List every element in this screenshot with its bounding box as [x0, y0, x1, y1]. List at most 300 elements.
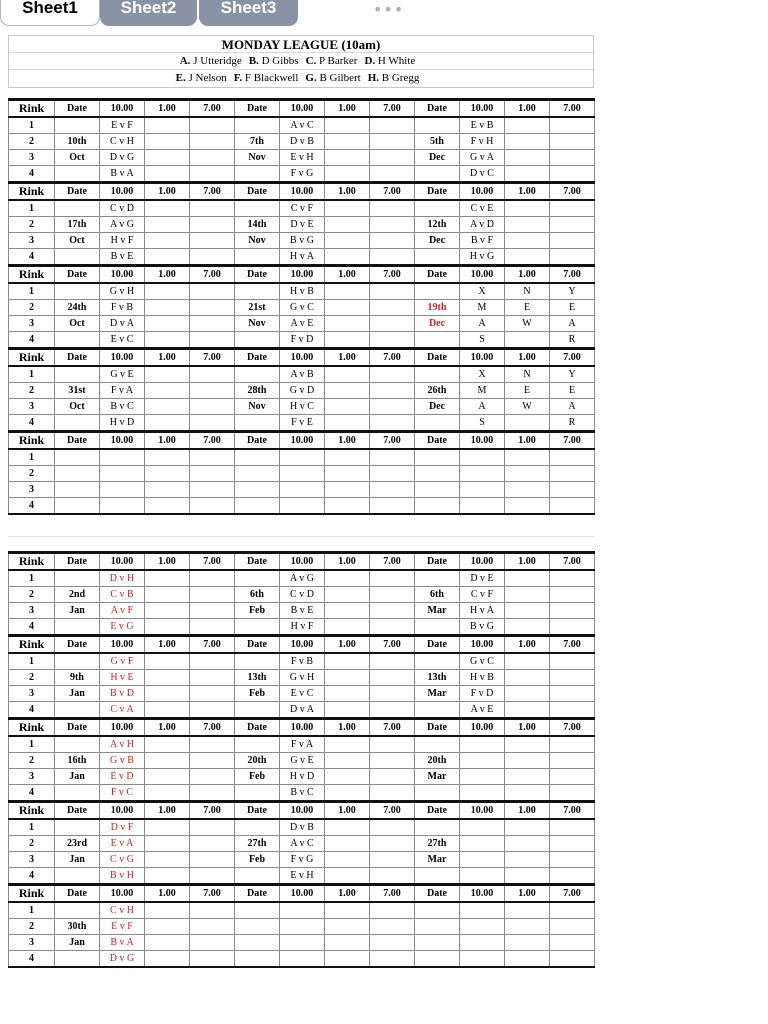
- match-10am: A v F: [100, 603, 145, 619]
- match-1pm: W: [505, 316, 550, 332]
- match-1pm: [145, 316, 190, 332]
- date-day: 24th: [55, 300, 100, 316]
- match-7pm: [190, 332, 235, 349]
- rink-number: 2: [9, 383, 55, 399]
- time-header-t3: 7.00: [190, 636, 235, 654]
- date-day: 2nd: [55, 587, 100, 603]
- match-1pm: [325, 587, 370, 603]
- time-header-t3: 7.00: [550, 432, 595, 450]
- match-10am: [460, 902, 505, 919]
- match-1pm: [505, 653, 550, 670]
- match-10am: G v H: [100, 283, 145, 300]
- match-1pm: [145, 200, 190, 217]
- match-10am: S: [460, 332, 505, 349]
- match-7pm: [190, 670, 235, 686]
- time-header-t1: 10.00: [460, 553, 505, 571]
- match-10am: E v B: [460, 117, 505, 134]
- rink-number: 4: [9, 249, 55, 266]
- match-7pm: [190, 570, 235, 587]
- match-1pm: [505, 570, 550, 587]
- time-header-t2: 1.00: [325, 100, 370, 118]
- rink-number: 3: [9, 482, 55, 498]
- match-1pm: [325, 399, 370, 415]
- match-1pm: [505, 736, 550, 753]
- date-day: 13th: [415, 670, 460, 686]
- match-10am: [460, 852, 505, 868]
- tab-sheet1[interactable]: Sheet1: [0, 0, 100, 26]
- time-header-t1: 10.00: [100, 719, 145, 737]
- match-7pm: [370, 702, 415, 719]
- match-10am: [280, 902, 325, 919]
- match-10am: H v G: [460, 249, 505, 266]
- rink-row: [9, 482, 595, 498]
- date-day: 6th: [415, 587, 460, 603]
- match-1pm: [505, 919, 550, 935]
- match-1pm: [145, 935, 190, 951]
- time-header-t2: 1.00: [505, 100, 550, 118]
- match-1pm: [145, 653, 190, 670]
- time-header-t3: 7.00: [370, 349, 415, 367]
- match-1pm: [145, 366, 190, 383]
- date-day: 31st: [55, 383, 100, 399]
- date-empty: [415, 736, 460, 753]
- rink-row: [9, 951, 595, 968]
- rink-number: 2: [9, 300, 55, 316]
- match-1pm: [325, 300, 370, 316]
- match-10am: C v B: [100, 587, 145, 603]
- match-1pm: [505, 785, 550, 802]
- time-header-t2: 1.00: [145, 183, 190, 201]
- match-7pm: [190, 166, 235, 183]
- date-empty: [415, 819, 460, 836]
- match-10am: B v C: [100, 399, 145, 415]
- match-1pm: [325, 702, 370, 719]
- team-name: B Gilbert: [319, 72, 361, 84]
- match-10am: B v G: [460, 619, 505, 636]
- rink-number: 3: [9, 233, 55, 249]
- match-7pm: [190, 753, 235, 769]
- rink-number: 4: [9, 415, 55, 432]
- match-10am: [460, 449, 505, 466]
- match-7pm: [370, 300, 415, 316]
- date-month: Feb: [235, 686, 280, 702]
- date-header: Date: [235, 432, 280, 450]
- match-1pm: [145, 249, 190, 266]
- match-10am: F v D: [460, 686, 505, 702]
- match-7pm: [550, 117, 595, 134]
- block-header-row: [9, 349, 595, 367]
- match-1pm: [145, 852, 190, 868]
- match-10am: [460, 736, 505, 753]
- match-7pm: [190, 482, 235, 498]
- match-10am: X: [460, 366, 505, 383]
- rink-row: [9, 249, 595, 266]
- date-month: Feb: [235, 852, 280, 868]
- match-10am: A v G: [280, 570, 325, 587]
- time-header-t3: 7.00: [550, 349, 595, 367]
- rink-row: [9, 686, 595, 702]
- time-header-t3: 7.00: [370, 885, 415, 903]
- time-header-t1: 10.00: [100, 432, 145, 450]
- match-7pm: [370, 836, 415, 852]
- match-10am: D v F: [100, 819, 145, 836]
- rink-row: [9, 852, 595, 868]
- time-header-t2: 1.00: [505, 885, 550, 903]
- match-1pm: [145, 919, 190, 935]
- rink-row: [9, 134, 595, 150]
- match-7pm: [190, 498, 235, 515]
- match-10am: C v H: [100, 902, 145, 919]
- date-header: Date: [415, 719, 460, 737]
- match-7pm: [370, 399, 415, 415]
- match-1pm: [505, 117, 550, 134]
- date-day: 23rd: [55, 836, 100, 852]
- time-header-t2: 1.00: [325, 719, 370, 737]
- date-empty: [415, 498, 460, 515]
- rink-row: [9, 233, 595, 249]
- match-7pm: [370, 819, 415, 836]
- match-10am: C v A: [100, 702, 145, 719]
- match-1pm: [145, 785, 190, 802]
- match-7pm: [190, 819, 235, 836]
- match-10am: G v E: [100, 366, 145, 383]
- match-7pm: [370, 769, 415, 785]
- time-header-t3: 7.00: [190, 266, 235, 284]
- match-10am: M: [460, 383, 505, 399]
- match-1pm: [505, 482, 550, 498]
- match-10am: [460, 482, 505, 498]
- match-7pm: [370, 233, 415, 249]
- match-1pm: [505, 702, 550, 719]
- date-header: Date: [415, 636, 460, 654]
- match-10am: F v E: [280, 415, 325, 432]
- rink-row: [9, 316, 595, 332]
- time-header-t2: 1.00: [145, 719, 190, 737]
- match-1pm: [145, 150, 190, 166]
- match-10am: A v G: [100, 217, 145, 233]
- match-1pm: [145, 166, 190, 183]
- match-1pm: [325, 653, 370, 670]
- date-month: Mar: [415, 852, 460, 868]
- time-header-t2: 1.00: [145, 266, 190, 284]
- match-7pm: [550, 702, 595, 719]
- time-header-t3: 7.00: [370, 802, 415, 820]
- team-name: J Utteridge: [193, 55, 242, 67]
- match-7pm: [370, 570, 415, 587]
- match-10am: H v B: [460, 670, 505, 686]
- date-month: Mar: [415, 686, 460, 702]
- match-10am: D v E: [280, 217, 325, 233]
- match-10am: B v C: [280, 785, 325, 802]
- match-7pm: [190, 769, 235, 785]
- time-header-t1: 10.00: [100, 183, 145, 201]
- match-10am: D v A: [100, 316, 145, 332]
- rink-row: [9, 868, 595, 885]
- match-7pm: E: [550, 383, 595, 399]
- match-10am: F v G: [280, 166, 325, 183]
- match-1pm: [145, 819, 190, 836]
- time-header-t1: 10.00: [460, 802, 505, 820]
- match-10am: E v F: [100, 919, 145, 935]
- match-1pm: [325, 902, 370, 919]
- match-7pm: [550, 217, 595, 233]
- time-header-t3: 7.00: [550, 636, 595, 654]
- date-empty: [415, 702, 460, 719]
- match-1pm: [325, 736, 370, 753]
- match-10am: [460, 868, 505, 885]
- rink-row: [9, 736, 595, 753]
- match-10am: S: [460, 415, 505, 432]
- date-month: Nov: [235, 399, 280, 415]
- time-header-t1: 10.00: [100, 266, 145, 284]
- match-1pm: [145, 736, 190, 753]
- rink-number: 2: [9, 753, 55, 769]
- match-1pm: [325, 366, 370, 383]
- match-7pm: [370, 166, 415, 183]
- date-day: 26th: [415, 383, 460, 399]
- match-10am: [460, 466, 505, 482]
- date-day: 27th: [235, 836, 280, 852]
- date-header: Date: [235, 719, 280, 737]
- date-empty: [415, 868, 460, 885]
- date-empty: [235, 902, 280, 919]
- date-header: Date: [235, 802, 280, 820]
- match-1pm: [325, 570, 370, 587]
- time-header-t3: 7.00: [190, 553, 235, 571]
- match-7pm: [370, 603, 415, 619]
- match-1pm: [325, 868, 370, 885]
- team-name: J Nelson: [188, 72, 227, 84]
- team-key-entry: [234, 72, 299, 84]
- rink-row: [9, 449, 595, 466]
- rink-number: 4: [9, 166, 55, 183]
- date-empty: [55, 283, 100, 300]
- date-day: [55, 466, 100, 482]
- time-header-t2: 1.00: [505, 432, 550, 450]
- rink-number: 1: [9, 902, 55, 919]
- date-empty: [415, 619, 460, 636]
- match-7pm: [370, 217, 415, 233]
- date-empty: [55, 117, 100, 134]
- match-7pm: [190, 415, 235, 432]
- date-day: 10th: [55, 134, 100, 150]
- match-1pm: [505, 449, 550, 466]
- rink-header: Rink: [9, 553, 55, 571]
- match-10am: F v H: [460, 134, 505, 150]
- rink-number: 4: [9, 868, 55, 885]
- block-header-row: [9, 885, 595, 903]
- team-name: F Blackwell: [244, 72, 299, 84]
- date-empty: [55, 619, 100, 636]
- match-7pm: [370, 134, 415, 150]
- time-header-t2: 1.00: [325, 432, 370, 450]
- match-10am: G v E: [280, 753, 325, 769]
- rink-row: [9, 366, 595, 383]
- match-10am: H v F: [280, 619, 325, 636]
- match-7pm: [550, 482, 595, 498]
- date-month: Nov: [235, 233, 280, 249]
- match-1pm: [145, 283, 190, 300]
- sheet-tab-bar: [0, 0, 768, 28]
- date-empty: [55, 902, 100, 919]
- match-7pm: [190, 134, 235, 150]
- match-10am: E v H: [280, 150, 325, 166]
- time-header-t2: 1.00: [505, 183, 550, 201]
- match-10am: D v G: [100, 150, 145, 166]
- date-day: 17th: [55, 217, 100, 233]
- time-header-t1: 10.00: [280, 432, 325, 450]
- match-7pm: [550, 753, 595, 769]
- time-header-t1: 10.00: [100, 802, 145, 820]
- time-header-t1: 10.00: [280, 553, 325, 571]
- match-10am: H v A: [460, 603, 505, 619]
- match-10am: E v G: [100, 619, 145, 636]
- match-10am: G v D: [280, 383, 325, 399]
- rink-number: 1: [9, 117, 55, 134]
- block-header-row: [9, 636, 595, 654]
- match-7pm: [550, 653, 595, 670]
- match-10am: D v B: [280, 134, 325, 150]
- rink-row: [9, 785, 595, 802]
- match-10am: [460, 836, 505, 852]
- tab-sheet3[interactable]: Sheet3: [199, 0, 298, 26]
- date-day: 16th: [55, 753, 100, 769]
- rink-row: [9, 836, 595, 852]
- match-10am: E v D: [100, 769, 145, 785]
- date-day: 20th: [415, 753, 460, 769]
- match-7pm: [550, 249, 595, 266]
- match-10am: C v E: [460, 200, 505, 217]
- date-empty: [55, 249, 100, 266]
- match-7pm: [550, 166, 595, 183]
- match-10am: C v H: [100, 134, 145, 150]
- match-1pm: [325, 498, 370, 515]
- match-7pm: [550, 498, 595, 515]
- match-10am: B v A: [100, 166, 145, 183]
- match-10am: [100, 466, 145, 482]
- time-header-t2: 1.00: [505, 636, 550, 654]
- team-key-entry: [305, 72, 360, 84]
- match-1pm: [145, 233, 190, 249]
- match-7pm: [190, 249, 235, 266]
- match-7pm: [190, 117, 235, 134]
- date-header: Date: [415, 802, 460, 820]
- rink-number: 1: [9, 283, 55, 300]
- match-1pm: [325, 466, 370, 482]
- match-10am: X: [460, 283, 505, 300]
- match-7pm: [190, 300, 235, 316]
- match-7pm: [190, 200, 235, 217]
- date-header: Date: [235, 183, 280, 201]
- match-10am: [100, 449, 145, 466]
- rink-header: Rink: [9, 636, 55, 654]
- match-7pm: [550, 570, 595, 587]
- match-7pm: [370, 415, 415, 432]
- match-7pm: [370, 482, 415, 498]
- date-empty: [55, 702, 100, 719]
- date-empty: [235, 653, 280, 670]
- date-empty: [415, 570, 460, 587]
- match-1pm: [145, 702, 190, 719]
- time-header-t1: 10.00: [100, 100, 145, 118]
- match-1pm: [145, 449, 190, 466]
- match-1pm: [505, 670, 550, 686]
- date-empty: [415, 902, 460, 919]
- match-1pm: N: [505, 366, 550, 383]
- match-7pm: [190, 736, 235, 753]
- match-7pm: [190, 619, 235, 636]
- time-header-t2: 1.00: [505, 802, 550, 820]
- date-month: Oct: [55, 399, 100, 415]
- match-10am: B v G: [280, 233, 325, 249]
- match-7pm: [190, 686, 235, 702]
- date-header: Date: [415, 553, 460, 571]
- match-10am: [280, 449, 325, 466]
- date-empty: [415, 366, 460, 383]
- match-1pm: [505, 935, 550, 951]
- date-empty: [235, 332, 280, 349]
- team-letter: A.: [179, 55, 191, 67]
- match-10am: [460, 769, 505, 785]
- time-header-t1: 10.00: [460, 100, 505, 118]
- match-1pm: [505, 233, 550, 249]
- time-header-t2: 1.00: [505, 719, 550, 737]
- match-1pm: [325, 935, 370, 951]
- date-empty: [415, 283, 460, 300]
- time-header-t2: 1.00: [325, 183, 370, 201]
- match-10am: A v B: [280, 366, 325, 383]
- match-10am: E v F: [100, 117, 145, 134]
- rink-header: Rink: [9, 432, 55, 450]
- date-day: 5th: [415, 134, 460, 150]
- match-10am: B v D: [100, 686, 145, 702]
- date-empty: [235, 570, 280, 587]
- match-1pm: [325, 233, 370, 249]
- date-header: Date: [55, 636, 100, 654]
- match-10am: A: [460, 316, 505, 332]
- block-header-row: [9, 802, 595, 820]
- date-empty: [235, 366, 280, 383]
- date-month: [235, 935, 280, 951]
- team-key-row-2: [9, 70, 593, 87]
- date-month: Mar: [415, 769, 460, 785]
- match-7pm: [370, 753, 415, 769]
- rink-number: 1: [9, 449, 55, 466]
- rink-row: [9, 587, 595, 603]
- date-empty: [235, 117, 280, 134]
- date-header: Date: [235, 100, 280, 118]
- date-month: Mar: [415, 603, 460, 619]
- match-10am: H v B: [280, 283, 325, 300]
- match-10am: C v F: [280, 200, 325, 217]
- time-header-t3: 7.00: [190, 183, 235, 201]
- more-dots-icon[interactable]: •••: [373, 0, 405, 19]
- date-month: [415, 482, 460, 498]
- match-7pm: [370, 117, 415, 134]
- date-day: [235, 919, 280, 935]
- date-empty: [235, 702, 280, 719]
- date-empty: [55, 570, 100, 587]
- tab-sheet2[interactable]: Sheet2: [100, 0, 197, 26]
- match-10am: E v H: [280, 868, 325, 885]
- match-10am: B v E: [100, 249, 145, 266]
- match-7pm: [370, 200, 415, 217]
- time-header-t3: 7.00: [370, 183, 415, 201]
- match-10am: [460, 819, 505, 836]
- match-1pm: [145, 753, 190, 769]
- match-7pm: [550, 951, 595, 968]
- date-header: Date: [415, 266, 460, 284]
